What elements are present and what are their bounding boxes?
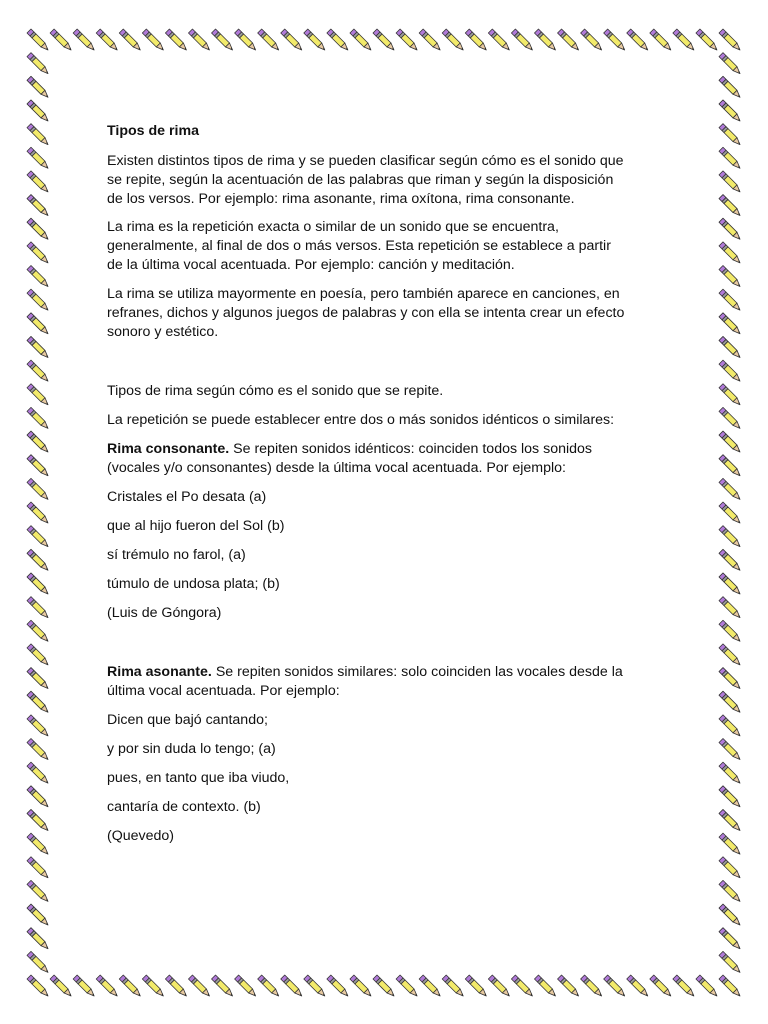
pencil-icon bbox=[442, 29, 463, 50]
document-body bbox=[107, 122, 667, 846]
pencil-icon bbox=[27, 242, 48, 263]
pencil-icon bbox=[719, 857, 740, 878]
verse-line: túmulo de undosa plata; (b) bbox=[107, 576, 280, 592]
pencil-icon bbox=[719, 171, 740, 192]
intro-paragraph-2 bbox=[107, 218, 667, 275]
pencil-icon bbox=[304, 29, 325, 50]
pencil-icon bbox=[673, 975, 694, 996]
pencil-icon bbox=[558, 29, 579, 50]
asonante-definition-text: Se repiten sonidos similares: solo coinciden las vocales desde la bbox=[211, 664, 623, 680]
pencil-icon bbox=[212, 975, 233, 996]
pencil-icon bbox=[719, 53, 740, 74]
pencil-icon bbox=[119, 29, 140, 50]
consonante-term: Rima consonante. bbox=[107, 441, 230, 457]
pencil-icon bbox=[719, 739, 740, 760]
text-line: La rima se utiliza mayormente en poesía, pero también aparece en canciones, en bbox=[107, 286, 620, 302]
pencil-icon bbox=[534, 975, 555, 996]
pencil-icon bbox=[27, 620, 48, 641]
pencil-icon bbox=[442, 975, 463, 996]
pencil-icon bbox=[719, 313, 740, 334]
pencil-icon bbox=[27, 313, 48, 334]
pencil-icon bbox=[27, 739, 48, 760]
pencil-icon bbox=[719, 360, 740, 381]
pencil-icon bbox=[27, 928, 48, 949]
pencil-icon bbox=[465, 29, 486, 50]
pencil-icon bbox=[719, 904, 740, 925]
pencil-icon bbox=[373, 29, 394, 50]
pencil-icon bbox=[27, 691, 48, 712]
pencil-icon bbox=[488, 29, 509, 50]
pencil-icon bbox=[50, 29, 71, 50]
pencil-icon bbox=[627, 975, 648, 996]
pencil-icon bbox=[27, 809, 48, 830]
pencil-icon bbox=[27, 431, 48, 452]
pencil-icon bbox=[511, 29, 532, 50]
pencil-icon bbox=[27, 124, 48, 145]
pencil-icon bbox=[604, 975, 625, 996]
pencil-icon bbox=[719, 29, 740, 50]
pencil-icon bbox=[27, 880, 48, 901]
pencil-icon bbox=[719, 975, 740, 996]
pencil-icon bbox=[719, 880, 740, 901]
pencil-icon bbox=[719, 478, 740, 499]
text-line: sonoro y estético. bbox=[107, 324, 219, 340]
pencil-icon bbox=[27, 384, 48, 405]
pencil-icon bbox=[27, 455, 48, 476]
pencil-icon bbox=[719, 100, 740, 121]
text-line: última vocal acentuada. Por ejemplo: bbox=[107, 683, 340, 699]
document-title: Tipos de rima bbox=[107, 123, 199, 139]
pencil-icon bbox=[719, 526, 740, 547]
pencil-icon bbox=[27, 951, 48, 972]
asonante-definition bbox=[107, 663, 667, 701]
verse-line: sí trémulo no farol, (a) bbox=[107, 547, 246, 563]
pencil-icon bbox=[327, 975, 348, 996]
pencil-icon bbox=[212, 29, 233, 50]
pencil-icon bbox=[27, 407, 48, 428]
pencil-icon bbox=[73, 975, 94, 996]
text-line: de los versos. Por ejemplo: rima asonante, rima oxítona, rima consonante. bbox=[107, 191, 575, 207]
pencil-icon bbox=[719, 597, 740, 618]
pencil-icon bbox=[27, 975, 48, 996]
pencil-icon bbox=[627, 29, 648, 50]
pencil-icon bbox=[534, 29, 555, 50]
pencil-icon bbox=[719, 76, 740, 97]
pencil-icon bbox=[719, 833, 740, 854]
pencil-icon bbox=[235, 29, 256, 50]
pencil-icon bbox=[327, 29, 348, 50]
verse-line: Dicen que bajó cantando; bbox=[107, 712, 268, 728]
verse-author: (Quevedo) bbox=[107, 828, 175, 844]
pencil-icon bbox=[719, 502, 740, 523]
pencil-icon bbox=[27, 29, 48, 50]
pencil-icon bbox=[96, 29, 117, 50]
pencil-icon bbox=[27, 478, 48, 499]
pencil-icon bbox=[719, 549, 740, 570]
pencil-icon bbox=[50, 975, 71, 996]
pencil-icon bbox=[719, 455, 740, 476]
pencil-icon bbox=[719, 786, 740, 807]
pencil-icon bbox=[719, 620, 740, 641]
pencil-icon bbox=[119, 975, 140, 996]
pencil-icon bbox=[511, 975, 532, 996]
pencil-icon bbox=[719, 266, 740, 287]
pencil-icon bbox=[27, 668, 48, 689]
pencil-icon bbox=[719, 407, 740, 428]
pencil-icon bbox=[465, 975, 486, 996]
text-line bbox=[107, 440, 667, 459]
pencil-icon bbox=[27, 100, 48, 121]
pencil-icon bbox=[27, 904, 48, 925]
text-line: generalmente, al final de dos o más versos. Esta repetición se establece a partir bbox=[107, 238, 611, 254]
asonante-term: Rima asonante. bbox=[107, 664, 212, 680]
pencil-icon bbox=[27, 76, 48, 97]
section-heading: Tipos de rima según cómo es el sonido que se repite. bbox=[107, 383, 444, 399]
pencil-icon bbox=[719, 715, 740, 736]
pencil-icon bbox=[304, 975, 325, 996]
pencil-icon bbox=[258, 975, 279, 996]
pencil-icon bbox=[719, 384, 740, 405]
pencil-icon bbox=[558, 975, 579, 996]
verse-line: y por sin duda lo tengo; (a) bbox=[107, 741, 276, 757]
pencil-icon bbox=[27, 502, 48, 523]
pencil-icon bbox=[719, 124, 740, 145]
pencil-icon bbox=[719, 644, 740, 665]
pencil-icon bbox=[188, 29, 209, 50]
pencil-icon bbox=[581, 975, 602, 996]
pencil-icon bbox=[281, 975, 302, 996]
pencil-icon bbox=[281, 29, 302, 50]
pencil-icon bbox=[696, 29, 717, 50]
pencil-icon bbox=[719, 668, 740, 689]
verse-author: (Luis de Góngora) bbox=[107, 605, 222, 621]
pencil-icon bbox=[719, 762, 740, 783]
verse-line: cantaría de contexto. (b) bbox=[107, 799, 261, 815]
pencil-icon bbox=[27, 289, 48, 310]
pencil-icon bbox=[719, 431, 740, 452]
verse-line: Cristales el Po desata (a) bbox=[107, 489, 267, 505]
text-line: Existen distintos tipos de rima y se pueden clasificar según cómo es el sonido que bbox=[107, 153, 624, 169]
pencil-icon bbox=[27, 597, 48, 618]
pencil-icon bbox=[27, 786, 48, 807]
pencil-icon bbox=[27, 147, 48, 168]
pencil-icon bbox=[719, 195, 740, 216]
pencil-icon bbox=[673, 29, 694, 50]
pencil-icon bbox=[27, 53, 48, 74]
verse-line: que al hijo fueron del Sol (b) bbox=[107, 518, 285, 534]
pencil-icon bbox=[650, 975, 671, 996]
pencil-icon bbox=[165, 975, 186, 996]
pencil-icon bbox=[719, 289, 740, 310]
pencil-icon bbox=[27, 360, 48, 381]
pencil-icon bbox=[419, 975, 440, 996]
consonante-definition-text: Se repiten sonidos idénticos: coinciden todos los sonidos bbox=[229, 441, 592, 457]
text-line: (vocales y/o consonantes) desde la última vocal acentuada. Por ejemplo: bbox=[107, 460, 566, 476]
pencil-icon bbox=[719, 147, 740, 168]
pencil-icon bbox=[719, 809, 740, 830]
text-line: La rima es la repetición exacta o similar de un sonido que se encuentra, bbox=[107, 219, 559, 235]
pencil-icon bbox=[719, 218, 740, 239]
pencil-icon bbox=[27, 573, 48, 594]
pencil-icon bbox=[73, 29, 94, 50]
pencil-icon bbox=[396, 975, 417, 996]
pencil-icon bbox=[719, 951, 740, 972]
intro-paragraph-3 bbox=[107, 285, 667, 342]
pencil-icon bbox=[696, 975, 717, 996]
pencil-icon bbox=[719, 573, 740, 594]
pencil-icon bbox=[27, 857, 48, 878]
pencil-icon bbox=[604, 29, 625, 50]
pencil-icon bbox=[27, 336, 48, 357]
pencil-icon bbox=[258, 29, 279, 50]
intro-paragraph-1 bbox=[107, 152, 667, 209]
pencil-icon bbox=[27, 715, 48, 736]
pencil-icon bbox=[373, 975, 394, 996]
pencil-icon bbox=[27, 762, 48, 783]
verse-line: pues, en tanto que iba viudo, bbox=[107, 770, 290, 786]
pencil-icon bbox=[581, 29, 602, 50]
pencil-icon bbox=[719, 242, 740, 263]
text-line: se repite, según la acentuación de las palabras que riman y según la disposición bbox=[107, 172, 614, 188]
pencil-icon bbox=[350, 975, 371, 996]
pencil-icon bbox=[488, 975, 509, 996]
pencil-icon bbox=[27, 266, 48, 287]
pencil-icon bbox=[719, 691, 740, 712]
pencil-icon bbox=[235, 975, 256, 996]
pencil-icon bbox=[350, 29, 371, 50]
text-line: refranes, dichos y algunos juegos de palabras y con ella se intenta crear un efecto bbox=[107, 305, 625, 321]
pencil-icon bbox=[27, 218, 48, 239]
pencil-icon bbox=[27, 526, 48, 547]
pencil-icon bbox=[142, 29, 163, 50]
section-intro: La repetición se puede establecer entre dos o más sonidos idénticos o similares: bbox=[107, 412, 615, 428]
pencil-icon bbox=[419, 29, 440, 50]
pencil-icon bbox=[650, 29, 671, 50]
pencil-icon bbox=[27, 833, 48, 854]
text-line: de la última vocal acentuada. Por ejemplo: canción y meditación. bbox=[107, 257, 515, 273]
pencil-icon bbox=[188, 975, 209, 996]
pencil-icon bbox=[719, 336, 740, 357]
pencil-icon bbox=[27, 549, 48, 570]
pencil-icon bbox=[27, 195, 48, 216]
pencil-icon bbox=[142, 975, 163, 996]
pencil-icon bbox=[396, 29, 417, 50]
pencil-icon bbox=[27, 171, 48, 192]
text-line bbox=[107, 663, 667, 682]
pencil-icon bbox=[719, 928, 740, 949]
pencil-icon bbox=[165, 29, 186, 50]
pencil-icon bbox=[96, 975, 117, 996]
consonante-definition bbox=[107, 440, 667, 478]
pencil-icon bbox=[27, 644, 48, 665]
